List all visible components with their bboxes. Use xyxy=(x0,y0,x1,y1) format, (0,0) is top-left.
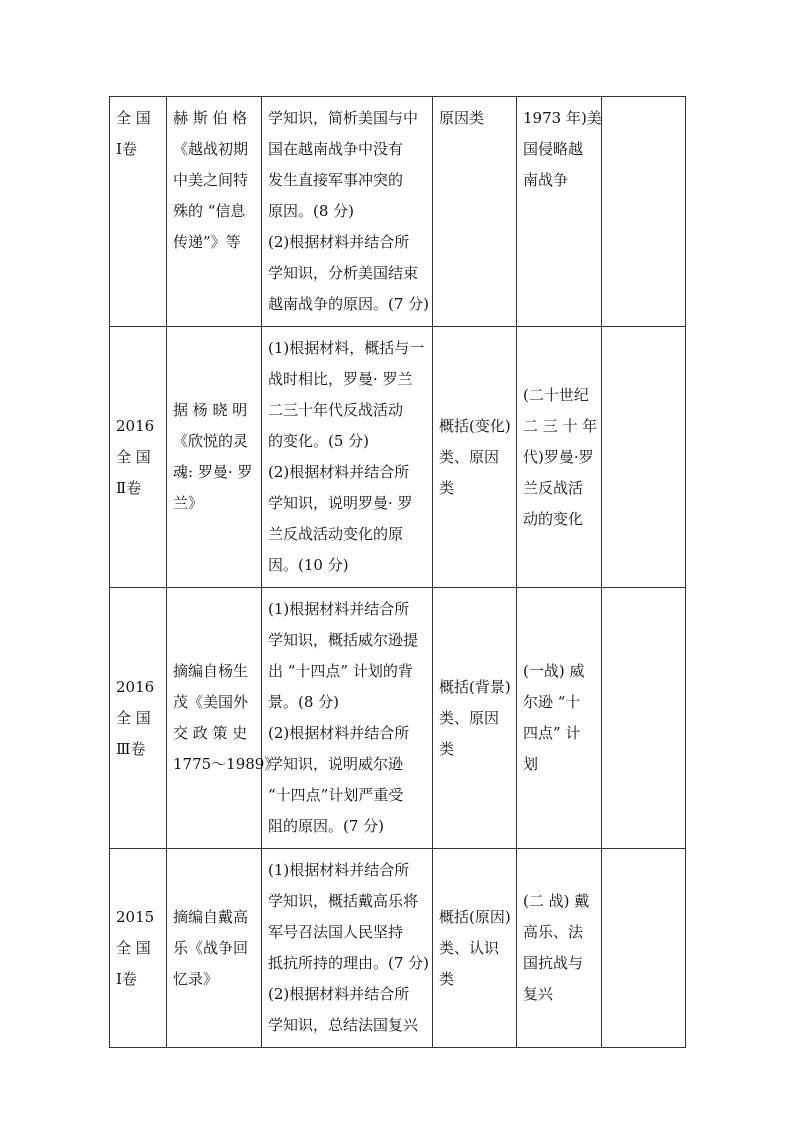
topic-text: 尔逊 “十 xyxy=(523,693,581,711)
source-text: 据 杨 晓 明 xyxy=(173,401,248,419)
question-text: 学知识，说明威尔逊 xyxy=(268,755,404,773)
question-text: 学知识，总结法国复兴 xyxy=(268,1016,419,1034)
topic-text: 代)罗曼·罗 xyxy=(523,447,594,466)
exam-text: Ⅱ卷 xyxy=(116,478,142,497)
topic-text: (二 战) 戴 xyxy=(523,892,590,910)
topic-text: 复兴 xyxy=(523,985,554,1003)
question-text: 学知识，说明罗曼· 罗 xyxy=(268,494,413,512)
type-text: 类 xyxy=(439,478,455,497)
topic-cell xyxy=(517,97,602,327)
exam-text: 2016 xyxy=(116,677,155,696)
type-cell xyxy=(433,588,517,849)
questions-cell xyxy=(262,849,433,1048)
exam-text: 全 国 xyxy=(116,109,151,127)
table-row xyxy=(110,327,686,588)
table-row xyxy=(110,97,686,327)
question-text: 二三十年代反战活动 xyxy=(268,401,404,419)
questions-cell xyxy=(262,327,433,588)
type-text: 概括(变化) xyxy=(439,416,511,435)
exam-text: Ⅰ卷 xyxy=(116,140,137,158)
question-text: 国在越南战争中没有 xyxy=(268,140,404,158)
topic-text: 国抗战与 xyxy=(523,954,584,972)
topic-cell xyxy=(517,327,602,588)
exam-analysis-table xyxy=(109,96,686,1048)
exam-text: 全 国 xyxy=(116,708,151,727)
source-cell xyxy=(167,327,262,588)
type-text: 原因类 xyxy=(439,109,485,127)
question-text: 学知识，概括威尔逊提 xyxy=(268,631,419,649)
question-text: 军号召法国人民坚持 xyxy=(268,923,404,941)
source-cell xyxy=(167,97,262,327)
type-text: 概括(原因) xyxy=(439,907,511,926)
type-text: 类 xyxy=(439,739,455,758)
topic-text: 四点” 计 xyxy=(523,724,581,742)
topic-text: (一战) 威 xyxy=(523,662,585,680)
question-text: 阻的原因。(7 分) xyxy=(268,817,385,835)
exam-text: 全 国 xyxy=(116,938,151,957)
source-text: 魂: 罗曼· 罗 xyxy=(173,463,253,481)
extra-cell xyxy=(602,849,686,1048)
question-text: 抵抗所持的理由。(7 分) xyxy=(268,954,430,972)
topic-cell xyxy=(517,849,602,1048)
question-text: 因。(10 分) xyxy=(268,556,349,574)
question-text: 发生直接军事冲突的 xyxy=(268,171,404,189)
topic-text: 国侵略越 xyxy=(523,140,584,158)
source-text: 《越战初期 xyxy=(173,140,249,158)
question-text: (2)根据材料并结合所 xyxy=(268,463,410,481)
question-text: 景。(8 分) xyxy=(268,693,340,711)
question-text: 学知识，分析美国结束 xyxy=(268,264,419,282)
question-text: 出 “十四点” 计划的背 xyxy=(268,662,413,680)
exam-cell xyxy=(110,588,167,849)
questions-cell xyxy=(262,588,433,849)
source-text: 摘编自戴高 xyxy=(173,907,249,926)
questions-cell xyxy=(262,97,433,327)
source-cell xyxy=(167,849,262,1048)
topic-text: 兰反战活 xyxy=(523,478,584,497)
question-text: 学知识，简析美国与中 xyxy=(268,109,419,127)
source-cell xyxy=(167,588,280,849)
exam-cell xyxy=(110,97,167,327)
question-text: 学知识，概括戴高乐将 xyxy=(268,892,419,910)
type-cell xyxy=(433,97,517,327)
topic-text: 二 三 十 年 xyxy=(523,416,598,435)
topic-text: 1973 年)美 xyxy=(523,109,602,127)
exam-text: 全 国 xyxy=(116,447,151,466)
topic-text: 动的变化 xyxy=(523,509,584,528)
question-text: (2)根据材料并结合所 xyxy=(268,724,410,742)
exam-cell xyxy=(110,327,167,588)
extra-cell xyxy=(602,97,686,327)
type-text: 类 xyxy=(439,969,455,988)
question-text: (2)根据材料并结合所 xyxy=(268,233,410,251)
source-text: 殊的 “信息 xyxy=(173,202,246,220)
topic-text: (二十世纪 xyxy=(523,385,589,404)
source-text: 摘编自杨生 xyxy=(173,662,249,680)
question-text: 兰反战活动变化的原 xyxy=(268,525,404,543)
type-cell xyxy=(433,849,517,1048)
table-row xyxy=(110,588,686,849)
source-text: 茂《美国外 xyxy=(173,693,249,711)
question-text: “十四点”计划严重受 xyxy=(268,786,404,804)
extra-cell xyxy=(602,327,686,588)
exam-text: Ⅰ卷 xyxy=(116,969,137,988)
question-text: 战时相比，罗曼· 罗兰 xyxy=(268,370,413,388)
source-text: 兰》 xyxy=(173,494,204,512)
source-text: 忆录》 xyxy=(173,969,219,988)
source-text: 赫 斯 伯 格 xyxy=(173,109,248,127)
question-text: (1)根据材料并结合所 xyxy=(268,861,410,879)
extra-cell xyxy=(602,588,686,849)
topic-text: 南战争 xyxy=(523,171,569,189)
question-text: 原因。(8 分) xyxy=(268,202,355,220)
source-text: 1775～1989》 xyxy=(173,755,280,773)
source-text: 传递”》等 xyxy=(173,233,241,251)
topic-cell xyxy=(517,588,602,849)
type-text: 类、原因 xyxy=(439,708,500,727)
source-text: 《欣悦的灵 xyxy=(173,432,249,450)
exam-cell xyxy=(110,849,167,1048)
question-text: 越南战争的原因。(7 分) xyxy=(268,295,430,313)
source-text: 交 政 策 史 xyxy=(173,724,248,742)
type-text: 概括(背景) xyxy=(439,677,511,696)
question-text: 的变化。(5 分) xyxy=(268,432,370,450)
source-text: 乐《战争回 xyxy=(173,938,249,957)
source-text: 中美之间特 xyxy=(173,171,249,189)
exam-text: 2015 xyxy=(116,907,155,926)
exam-text: Ⅲ卷 xyxy=(116,739,146,758)
type-cell xyxy=(433,327,517,588)
question-text: (1)根据材料，概括与一 xyxy=(268,339,425,357)
question-text: (2)根据材料并结合所 xyxy=(268,985,410,1003)
topic-text: 划 xyxy=(523,755,539,773)
exam-text: 2016 xyxy=(116,416,155,435)
table-row xyxy=(110,849,686,1048)
topic-text: 高乐、法 xyxy=(523,923,584,941)
question-text: (1)根据材料并结合所 xyxy=(268,600,410,618)
type-text: 类、认识 xyxy=(439,938,500,957)
type-text: 类、原因 xyxy=(439,447,500,466)
